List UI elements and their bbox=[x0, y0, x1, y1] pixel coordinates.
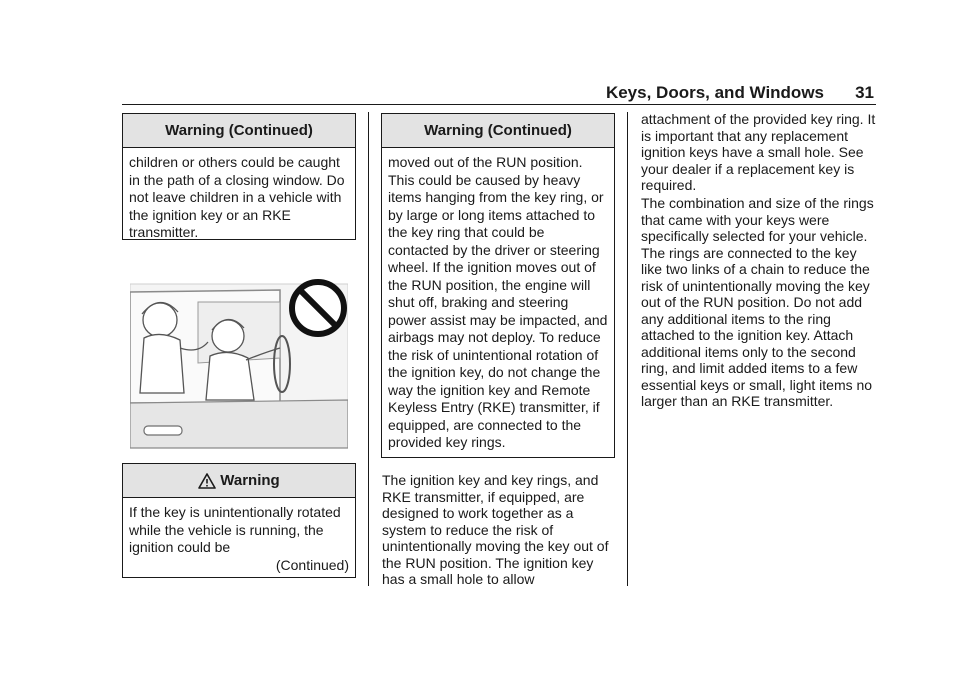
body-paragraph: The ignition key and key rings, and RKE transmitter, if equipped, are designed to work together as a system to reduce the risk of unintentionally moving the key out of the RUN position. The ignition key has a small hole to allow bbox=[382, 472, 609, 587]
warning-title-text: Warning bbox=[220, 472, 280, 489]
child-in-driver-seat-illustration bbox=[130, 268, 348, 450]
column-divider bbox=[627, 112, 628, 586]
warning-box-title: Warning (Continued) bbox=[382, 114, 614, 148]
warning-box-body: children or others could be caught in the path of a closing window. Do not leave children in a vehicle with the ignition key or an RKE transmitter. bbox=[129, 154, 345, 240]
warning-triangle-icon bbox=[198, 473, 216, 489]
continued-label: (Continued) bbox=[275, 556, 349, 573]
warning-box-title bbox=[123, 464, 355, 498]
column-divider bbox=[368, 112, 369, 586]
body-paragraph: attachment of the provided key ring. It is important that any replacement ignition keys have a small hole. See your dealer if a replacement key is required. bbox=[641, 111, 876, 193]
page-number: 31 bbox=[855, 83, 874, 102]
warning-box-body: If the key is unintentionally rotated while the vehicle is running, the ignition could be bbox=[129, 504, 341, 555]
warning-box-continued bbox=[381, 113, 615, 458]
warning-box-continued bbox=[122, 113, 356, 240]
section-title: Keys, Doors, and Windows bbox=[605, 83, 824, 102]
warning-box-title: Warning (Continued) bbox=[123, 114, 355, 148]
warning-box bbox=[122, 463, 356, 578]
no-symbol-icon bbox=[292, 282, 344, 334]
page-header bbox=[122, 84, 876, 105]
warning-box-body: moved out of the RUN position. This could be caused by heavy items hanging from the key ring, or by large or long items attached to the key ring that could be contacted by the driver or steering wheel. If the ignition moves out of the RUN position, the engine will shut off, braking and steering power assist may be impacted, and airbags may not deploy. To reduce the risk of unintentional rotation of the ignition key, do not change the way the ignition key and Remote Keyless Entry (RKE) transmitter, if equipped, are connected to the provided key rings. bbox=[388, 154, 608, 450]
body-paragraph: The combination and size of the rings that came with your keys were specifically selected for your vehicle. The rings are connected to the key like two links of a chain to reduce the risk of unintentionally moving the key out of the RUN position. Do not add any additional items to the ring attached to the ignition key. Attach additional items only to the second ring, and limit added items to a few essential keys or small, light items no larger than an RKE transmitter. bbox=[641, 195, 874, 409]
